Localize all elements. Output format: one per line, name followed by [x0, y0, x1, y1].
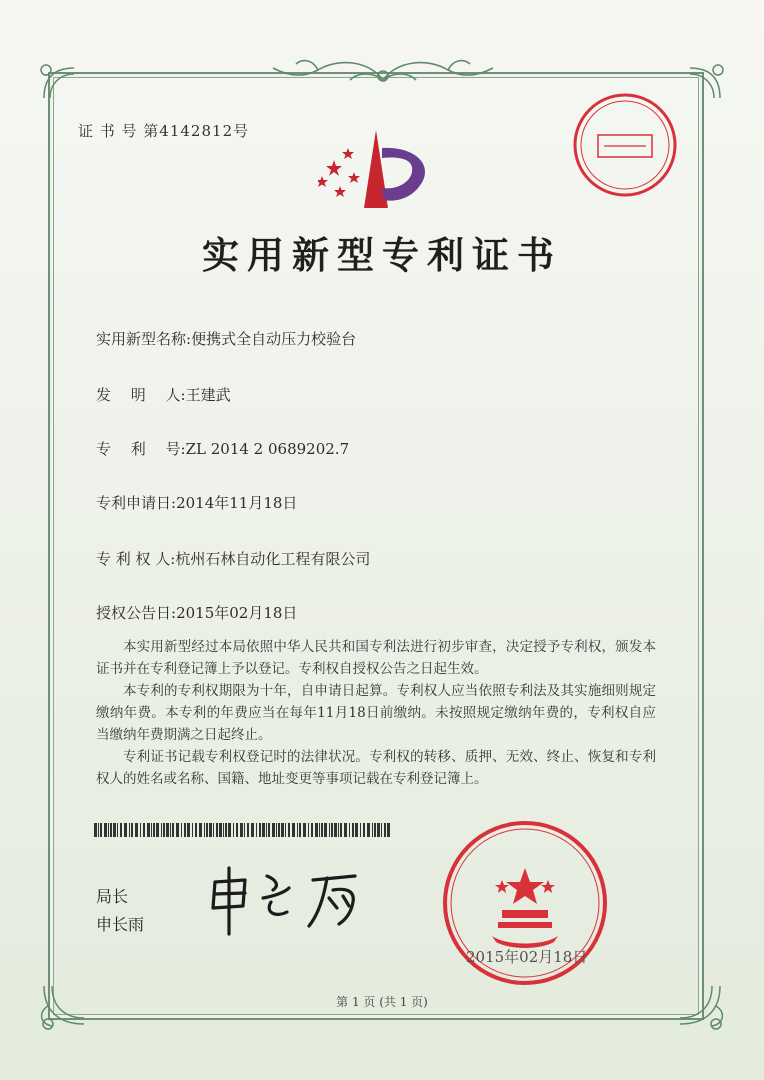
barcode-bar [319, 823, 320, 837]
sipo-logo [318, 128, 438, 218]
barcode-bar [143, 823, 145, 837]
barcode-bar [384, 823, 386, 837]
barcode-bar [184, 823, 186, 837]
seal-date: 2015年02月18日 [466, 948, 588, 966]
signatory-title: 局长 [96, 887, 129, 906]
field-utility-model-name [96, 328, 356, 349]
barcode-bar [377, 823, 380, 837]
barcode-bar [195, 823, 197, 837]
barcode-bar [135, 823, 138, 837]
barcode-bar [161, 823, 162, 837]
handwritten-signature [205, 862, 385, 942]
barcode-bar [163, 823, 165, 837]
barcode-bar [104, 823, 107, 837]
barcode-bar [281, 823, 284, 837]
barcode-bar [381, 823, 382, 837]
field-inventor [96, 384, 231, 405]
barcode-bar [344, 823, 347, 837]
corner-ornament-tr [680, 58, 730, 108]
barcode-bar [187, 823, 190, 837]
barcode-bar [219, 823, 222, 837]
barcode-bar [285, 823, 286, 837]
barcode-bar [225, 823, 227, 837]
barcode-bar [360, 823, 361, 837]
barcode-bar [315, 823, 318, 837]
barcode-bar [244, 823, 245, 837]
barcode-bar [209, 823, 212, 837]
barcode-bar [108, 823, 109, 837]
barcode-bar [276, 823, 277, 837]
barcode-bar [206, 823, 208, 837]
barcode-bar [223, 823, 224, 837]
barcode-bar [124, 823, 127, 837]
barcode-bar [247, 823, 249, 837]
barcode-bar [213, 823, 214, 837]
field-label: 授权公告日: [96, 604, 177, 622]
barcode-bar [266, 823, 267, 837]
barcode-bar [181, 823, 182, 837]
barcode [94, 823, 394, 837]
field-value: 2014年11月18日 [176, 494, 298, 512]
field-value: 便携式全自动压力校验台 [191, 330, 357, 348]
barcode-bar [240, 823, 243, 837]
barcode-bar [374, 823, 376, 837]
barcode-bar [131, 823, 133, 837]
barcode-bar [110, 823, 112, 837]
barcode-bar [170, 823, 171, 837]
signatory-name: 申长雨 [96, 915, 145, 934]
barcode-bar [340, 823, 342, 837]
barcode-bar [228, 823, 231, 837]
barcode-bar [98, 823, 99, 837]
barcode-bar [204, 823, 205, 837]
barcode-bar [129, 823, 130, 837]
barcode-bar [117, 823, 118, 837]
body-paragraph-1: 本实用新型经过本局依照中华人民共和国专利法进行初步审查，决定授予专利权，颁发本证书并在专利登记簿上予以登记。专利权自授权公告之日起生效。 [96, 639, 656, 677]
barcode-bar [251, 823, 254, 837]
barcode-bar [311, 823, 313, 837]
barcode-bar [113, 823, 116, 837]
field-value: 杭州石林自动化工程有限公司 [175, 550, 371, 568]
field-label: 发 明 人: [96, 386, 186, 404]
barcode-bar [372, 823, 373, 837]
barcode-bar [120, 823, 122, 837]
barcode-bar [349, 823, 350, 837]
barcode-bar [367, 823, 370, 837]
barcode-bar [292, 823, 295, 837]
barcode-bar [140, 823, 141, 837]
certificate-body [96, 636, 656, 790]
barcode-bar [236, 823, 238, 837]
field-value: ZL 2014 2 0689202.7 [185, 440, 350, 458]
barcode-bar [176, 823, 179, 837]
barcode-bar [233, 823, 234, 837]
barcode-bar [153, 823, 155, 837]
barcode-bar [363, 823, 365, 837]
barcode-bar [262, 823, 265, 837]
barcode-bar [147, 823, 150, 837]
barcode-bar [216, 823, 218, 837]
field-announcement-date [96, 602, 297, 623]
barcode-bar [299, 823, 301, 837]
barcode-bar [352, 823, 354, 837]
barcode-bar [94, 823, 97, 837]
barcode-bar [355, 823, 358, 837]
barcode-bar [308, 823, 309, 837]
document-title: 实用新型专利证书 [202, 233, 562, 277]
barcode-bar [321, 823, 323, 837]
barcode-bar [259, 823, 261, 837]
barcode-bar [272, 823, 275, 837]
barcode-bar [297, 823, 298, 837]
field-label: 实用新型名称: [96, 330, 192, 348]
barcode-bar [199, 823, 202, 837]
field-application-date [96, 492, 297, 513]
barcode-bar [166, 823, 169, 837]
barcode-bar [156, 823, 159, 837]
barcode-bar [303, 823, 306, 837]
barcode-bar [278, 823, 280, 837]
barcode-bar [100, 823, 102, 837]
barcode-bar [338, 823, 339, 837]
barcode-bar [151, 823, 152, 837]
agency-seal-small [570, 90, 680, 200]
barcode-bar [192, 823, 193, 837]
barcode-bar [324, 823, 327, 837]
field-label: 专利申请日: [96, 494, 177, 512]
barcode-bar [331, 823, 333, 837]
page-number: 第 1 页 (共 1 页) [336, 995, 428, 1009]
barcode-bar [329, 823, 330, 837]
field-patentee [96, 548, 370, 569]
barcode-bar [172, 823, 174, 837]
body-paragraph-3: 专利证书记载专利权登记时的法律状况。专利权的转移、质押、无效、终止、恢复和专利权人的姓名或名称、国籍、地址变更等事项记载在专利登记簿上。 [96, 749, 656, 787]
barcode-bar [387, 823, 390, 837]
field-patent-number [96, 438, 349, 459]
field-label: 专 利 权 人: [96, 550, 176, 568]
top-ornament [258, 50, 508, 90]
barcode-bar [288, 823, 290, 837]
corner-ornament-tl [34, 58, 84, 108]
field-label: 专 利 号: [96, 440, 186, 458]
field-value: 王建武 [185, 386, 231, 404]
barcode-bar [334, 823, 337, 837]
barcode-bar [268, 823, 270, 837]
field-value: 2015年02月18日 [176, 604, 298, 622]
body-paragraph-2: 本专利的专利权期限为十年，自申请日起算。专利权人应当依照专利法及其实施细则规定缴纳年费。本专利的年费应当在每年11月18日前缴纳。未按照规定缴纳年费的，专利权自应当缴纳年费期满之日起终止。 [96, 683, 656, 743]
certificate-number: 证 书 号 第4142812号 [78, 122, 250, 140]
barcode-bar [256, 823, 257, 837]
